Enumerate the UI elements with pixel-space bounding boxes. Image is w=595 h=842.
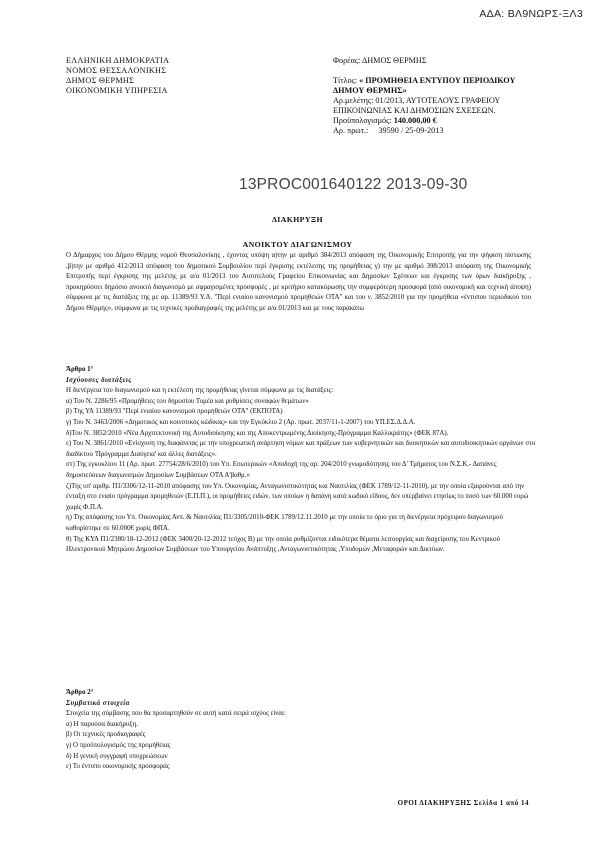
titlos-label: Τίτλος:	[333, 76, 358, 85]
issuer-line: ΟΙΚΟΝΟΜΙΚΗ ΥΠΗΡΕΣΙΑ	[66, 86, 168, 95]
issuer-header	[66, 56, 169, 96]
ar-prot-value: 39590 / 25-09-2013	[378, 126, 444, 135]
page-subtitle: ΑΝΟΙΚΤΟΥ ΔΙΑΓΩΝΙΣΜΟΥ	[242, 240, 353, 249]
article-line: Η διενέργεια του διαγωνισμού και η εκτέλεση της προμήθειας γίνεται σύμφωνα με τις διατάξεις:	[66, 387, 334, 395]
article-line: θ) Της ΚΥΑ Π1/2380/18-12-2012 (ΦΕΚ 3400/20-12-2012 τεύχος Β) με την οποία ρυθμίζονται ειδικότερα θέματα λειτουργίας και διαχείρισης του Κεντρικού Ηλεκτρονικού Μητρώου Δημοσίων Συμβάσεων του Υπουργείου Ανάπτυξης ,Ανταγωνιστικότητας ,Υποδομών ,Μεταφορών και Δικτύων.	[66, 535, 500, 554]
article-line: δ) Η γενική συγγραφή υποχρεώσεων	[66, 752, 168, 760]
issuer-line: ΝΟΜΟΣ ΘΕΣΣΑΛΟΝΙΚΗΣ	[66, 66, 167, 75]
intro-paragraph: Ο Δήμαρχος του Δήμου Θέρμης νομού Θεσσαλονίκης , έχοντας υπόψη α)την με αριθμό 384/2013 απόφαση της Οικονομικής Επιτροπής για την ψήφιση πίστωσης ,β)την με αριθμό 412/2013 απόφαση του δημοτικού Συμβουλίου περί έγκρισης εκτέλεσης της προμήθειας γ) την με αριθμό 398/2013 απόφαση της Οικονομικής Επιτροπής περί έγκρισης της μελέτης με α/α 01/2013 του Αυτοτελούς Γραφείου Επικοινωνίας και Δημοσίων Σχέσεων και έγκρισης των όρων διακήρυξης , προκηρύσσει δημόσιο ανοικτό διαγωνισμό με σφραγισμένες προσφορές , με κριτήριο κατακύρωσης την συμφερότερη προσφορά (από οικονομική και τεχνική άποψη) σύμφωνα με τις διατάξεις της με αρ. 11389/93 Υ.Α. "Περί ενιαίου κανονισμού προμηθειών ΟΤΑ" και του ν. 3852/2010 για την προμήθεια «έντυπου περιοδικού του Δήμου Θέρμης», σύμφωνα με τις τεχνικές προδιαγραφές της μελέτης με α/α 01/2013 και με τους παρακάτω	[66, 252, 531, 312]
procurement-code: 13PROC001640122 2013-09-30	[239, 176, 468, 193]
article-title: Άρθρο 1°	[66, 366, 94, 373]
titlos-value: « ΠΡΟΜΗΘΕΙΑ ΕΝΤΥΠΟΥ ΠΕΡΙΟΔΙΚΟΥ ΔΗΜΟΥ ΘΕΡΜΗΣ»	[333, 76, 516, 95]
issuer-line: ΔΗΜΟΣ ΘΕΡΜΗΣ	[66, 76, 135, 85]
article-subtitle: Ισχύουσες διατάξεις	[66, 376, 132, 384]
article-title: Άρθρο 2°	[66, 689, 94, 696]
titlos	[333, 76, 543, 96]
article-line: γ) Ο προϋπολογισμός της προμήθειας	[66, 741, 171, 749]
article-line: δ)Του Ν. 3852/2010 «Νέα Αρχιτεκτονική της Αυτοδιοίκησης και της Αποκεντρωμένης Διοίκησης-Πρόγραμμα Καλλικράτης» (ΦΕΚ 87Α).	[66, 429, 449, 437]
issuer-line: ΕΛΛΗΝΙΚΗ ΔΗΜΟΚΡΑΤΙΑ	[66, 56, 170, 65]
article-subtitle: Συμβατικά στοιχεία	[66, 699, 130, 707]
ada-code: ΑΔΑ: ΒΛ9ΝΩΡΣ-ΞΛ3	[479, 8, 583, 20]
ar-meletis: Αρ.μελέτης: 01/2013, ΑΥΤΟΤΕΛΟΥΣ ΓΡΑΦΕΙΟΥ ΕΠΙΚΟΙΝΩΝΙΑΣ ΚΑΙ ΔΗΜΟΣΙΩΝ ΣΧΕΣΕΩΝ.	[333, 96, 501, 115]
ar-prot-label: Αρ. πρωτ.:	[333, 126, 369, 135]
page-title: ΔΙΑΚΗΡΥΞΗ	[271, 215, 324, 224]
article-2	[66, 688, 536, 773]
article-line: β) Οι τεχνικές προδιαγραφές	[66, 731, 146, 739]
ar-prot	[333, 126, 543, 136]
article-line: στ) Της εγκυκλίου 11 (Αρ. πρωτ. 27754/28/6/2010) του Υπ. Εσωτερικών «Αποδοχή της αρ. 204/2010 γνωμοδότησης του Δ' Τμήματος του Ν.Σ.Κ.- Δαπάνες δημοσιεύσεων διαγωνισμών Δημοσίων Συμβάσεων ΟΤΑ Α'βαθμ.»	[66, 461, 497, 479]
article-line: η) Της απόφασης του Υπ. Οικονομίας Ανπ. & Ναυτιλίας Π1/3305/2010-ΦΕΚ 1789/12.11.2010 με την οποία το όριο για τη διενέργεια πρόχειρου διαγωνισμού καθορίστηκε σε 60.000€ χωρίς ΦΠΑ.	[66, 514, 503, 532]
proypologismos-label: Προϋπολογισμός:	[333, 116, 392, 125]
document-info	[333, 56, 543, 136]
foreas: Φορέας: ΔΗΜΟΣ ΘΕΡΜΗΣ	[333, 56, 427, 65]
proypologismos-value: 140.000,00 €	[393, 116, 437, 125]
article-line: ζ)Της υπ' αριθμ. Π1/3306/12-11-2010 απόφασης του Υπ. Οικονομίας, Ανταγωνιστικότητας και Ναυτιλίας (ΦΕΚ 1789/12-11-2010), με την οποία εξαιρούνται από την ένταξη στο ενιαίο πρόγραμμα προμηθειών (Ε.Π.Π.), οι προμήθειες ειδών, των οποίων η δαπάνη κατά κωδικό είδους, δεν υπερβαίνει ετησίως το ποσό των 60.000 ευρώ χωρίς Φ.Π.Α.	[66, 482, 529, 511]
article-line: ε) Το έντυπο οικονομικής προσφοράς	[66, 763, 170, 771]
article-line: Στοιχεία της σύμβασης που θα προσαρτηθούν σε αυτή κατά σειρά ισχύος είναι:	[66, 710, 286, 718]
article-1	[66, 365, 536, 556]
article-line: β) Της ΥΑ 11389/93 "Περί ενιαίου κανονισμού προμηθειών ΟΤΑ" (ΕΚΠΟΤΑ)	[66, 408, 283, 416]
article-line: α) Του Ν. 2286/95 «Προμήθειες του δημοσίου Τομέα και ρυθμίσεις συναφών θεμάτων»	[66, 397, 309, 405]
article-line: ε) Του Ν. 3861/2010 «Ενίσχυση της διαφάνειας με την υποχρεωτική ανάρτηση νόμων και πράξεων των κυβερνητικών και διοικητικών και αυτοδιοικητικών οργάνων στο διαδίκτυο 'Πρόγραμμα Διαύγεια' και άλλες διατάξεις».	[66, 440, 536, 458]
page-footer: ΟΡΟΙ ΔΙΑΚΗΡΥΞΗΣ Σελίδα 1 από 14	[397, 799, 529, 807]
proypologismos	[333, 116, 543, 126]
article-line: α) Η παρούσα διακήρυξη.	[66, 720, 138, 728]
article-line: γ) Του Ν. 3463/2006 «Δημοτικός και κοινοτικός κώδικας» και την Εγκύκλιο 2 (Αρ. πρωτ. 2037/11-1-2007) του ΥΠ.ΕΣ.Δ.Δ.Α.	[66, 418, 416, 426]
